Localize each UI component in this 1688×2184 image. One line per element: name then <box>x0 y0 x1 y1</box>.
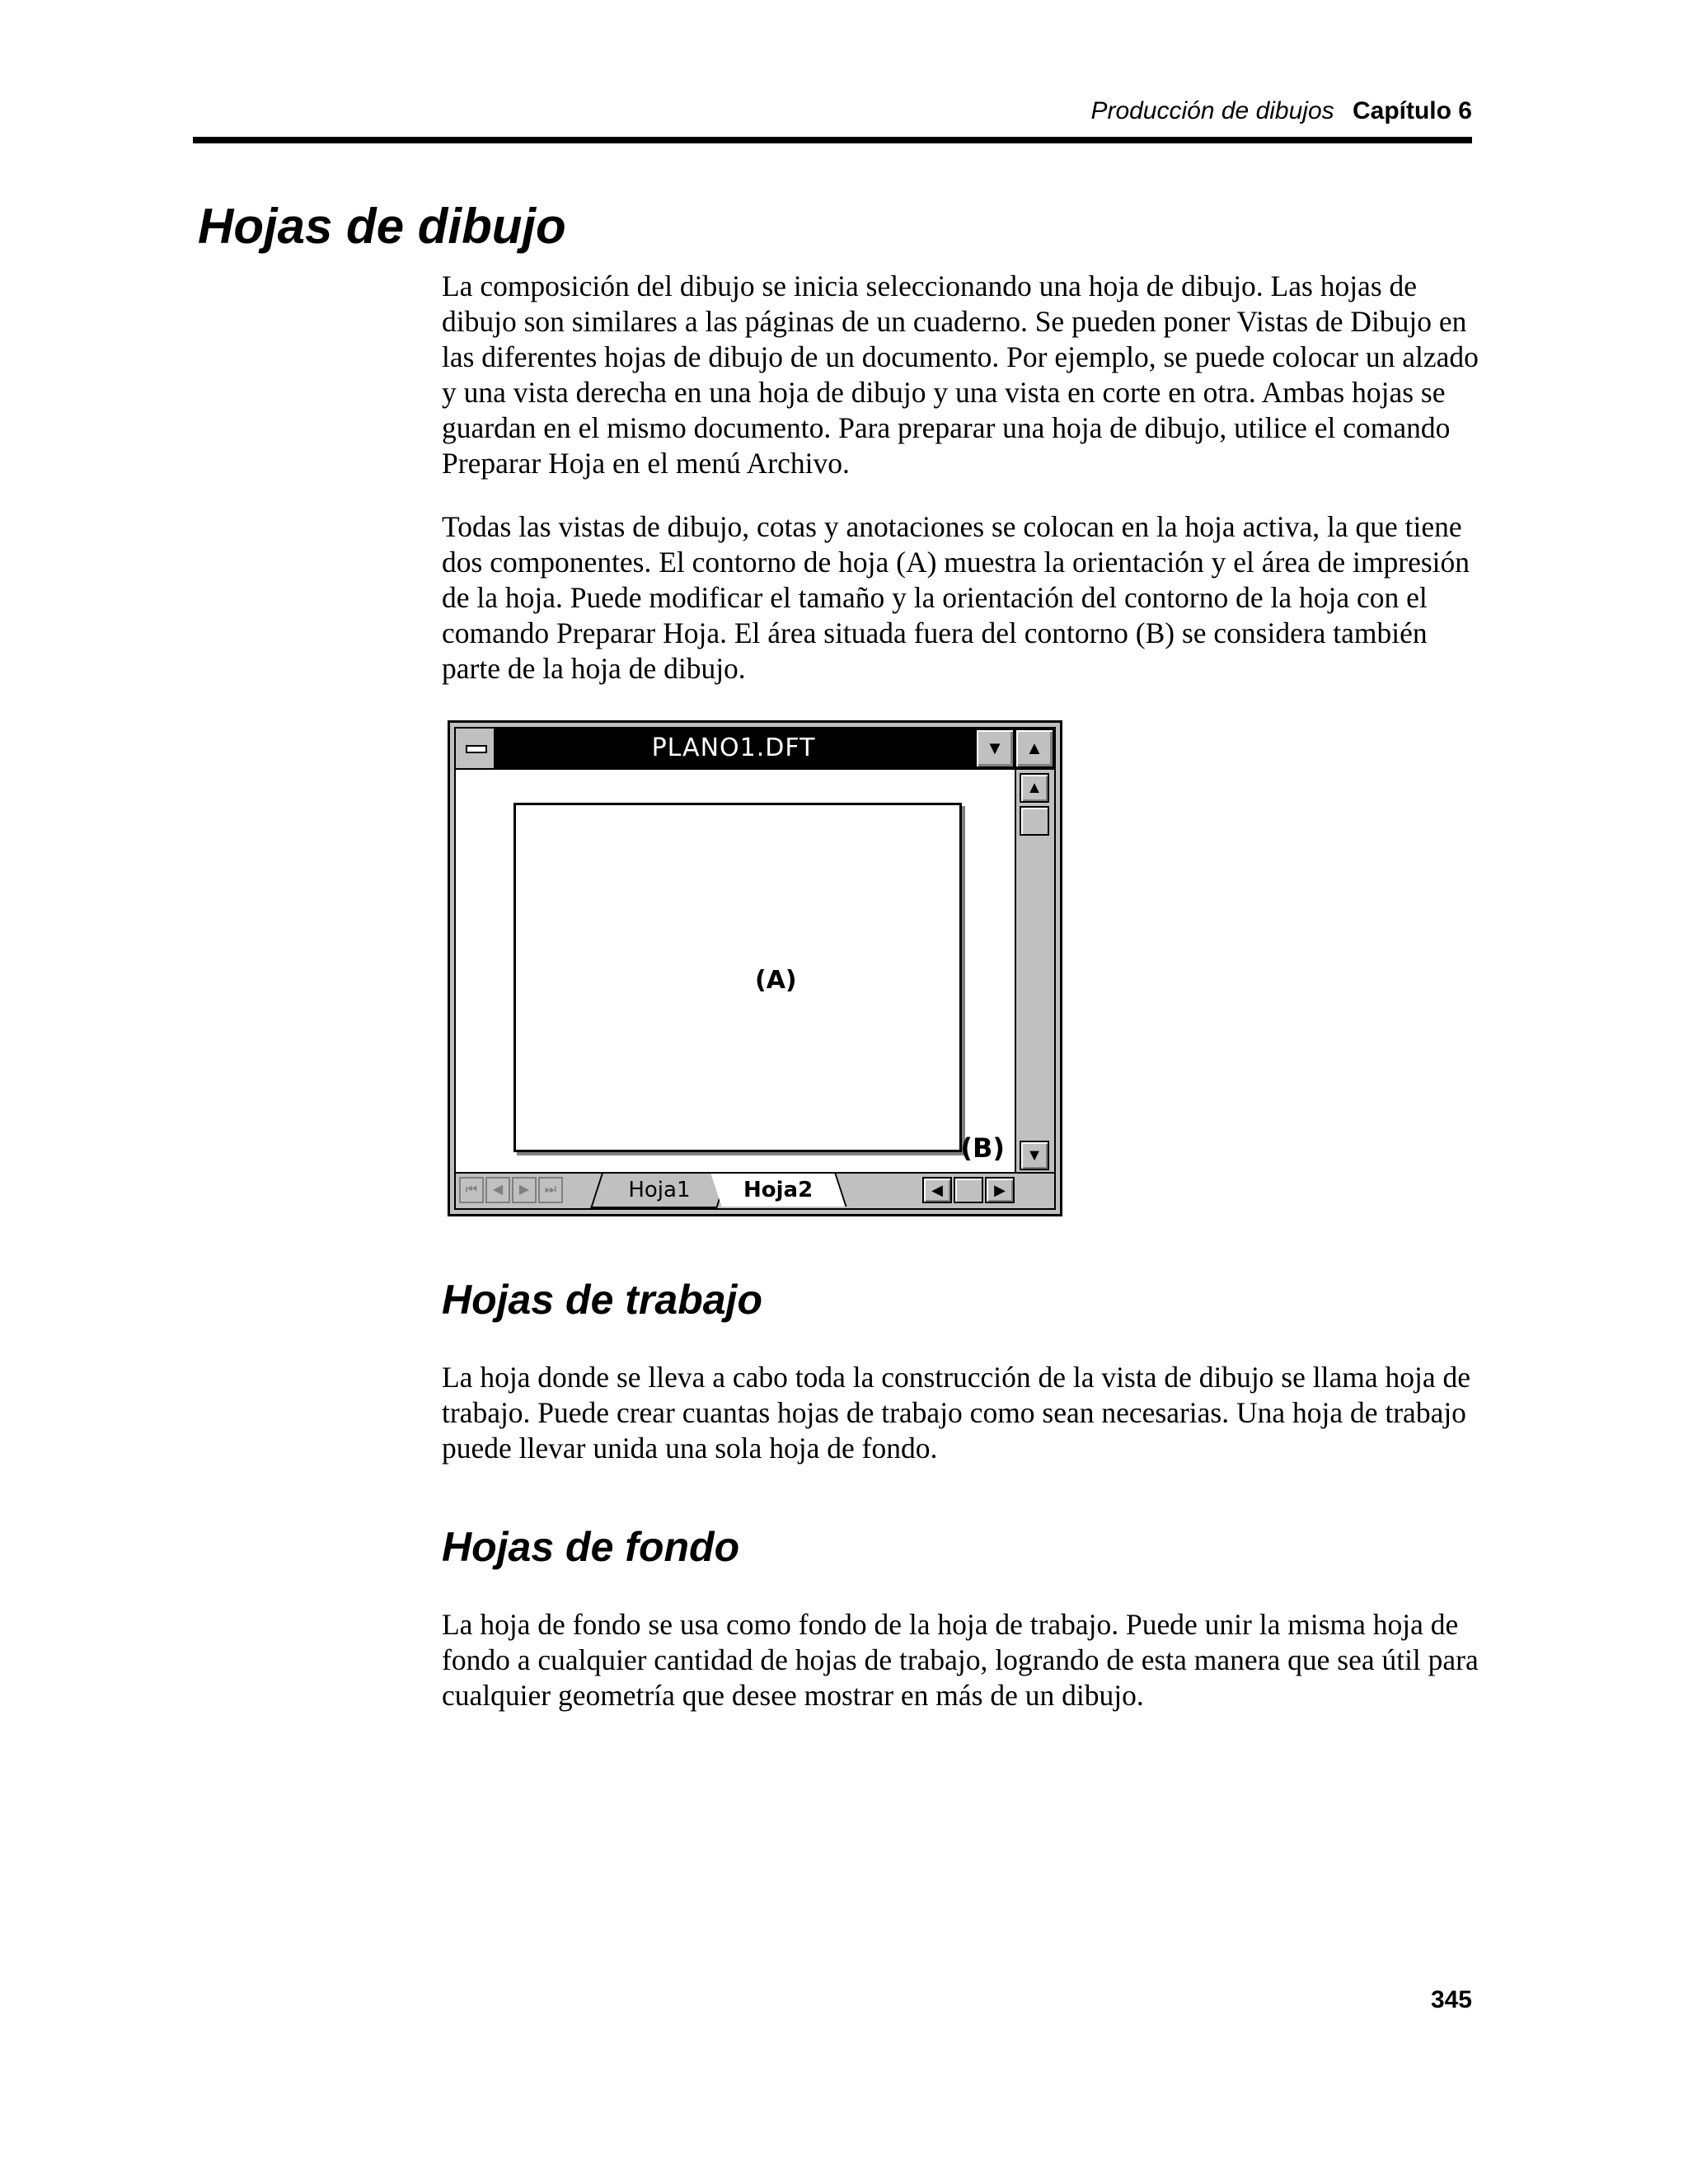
sheet-tab-bar <box>456 1172 1054 1208</box>
scroll-left-button[interactable]: ◀ <box>922 1177 952 1203</box>
scroll-thumb[interactable] <box>1020 806 1049 836</box>
tab-hoja1[interactable]: Hoja1 <box>590 1174 729 1208</box>
label-a: (A) <box>755 966 797 995</box>
page-number: 345 <box>1430 1986 1472 2013</box>
active-sheet-paragraph: Todas las vistas de dibujo, cotas y anotaciones se colocan en la hoja activa, la que tiene dos componentes. El contorno de hoja (A) muestra la orientación y el área de impresión de la hoja. Puede modificar el tamaño y la orientación del contorno de la hoja con el comando Preparar Hoja. El área situada fuera del contorno (B) se considera también parte de la hoja de dibujo. <box>442 510 1470 685</box>
horizontal-scroll-thumb[interactable] <box>954 1177 983 1203</box>
last-tab-icon[interactable]: ⏭ <box>538 1177 563 1203</box>
section-title-hojas-de-fondo: Hojas de fondo <box>442 1524 740 1570</box>
running-header <box>1090 97 1472 125</box>
maximize-button[interactable]: ▲ <box>1015 729 1054 768</box>
section-paragraph-hojas-de-trabajo: La hoja donde se lleva a cabo toda la construcción de la vista de dibujo se llama hoja de trabajo. Puede crear cuantas hojas de trabajo como sean necesarias. Una hoja de trabajo puede llevar unida una sola hoja de fondo. <box>442 1361 1470 1465</box>
scroll-up-button[interactable]: ▲ <box>1020 773 1049 803</box>
section-title-hojas-de-trabajo: Hojas de trabajo <box>442 1277 762 1323</box>
intro-paragraph: La composición del dibujo se inicia seleccionando una hoja de dibujo. Las hojas de dibujo son similares a las páginas de un cuaderno. Se pueden poner Vistas de Dibujo en las diferentes hojas de dibujo de un documento. Por ejemplo, se puede colocar un alzado y una vista derecha en una hoja de dibujo y una vista en corte en otra. Ambas hojas se guardan en el mismo documento. Para preparar una hoja de dibujo, utilice el comando Preparar Hoja en el menú Archivo. <box>442 269 1479 480</box>
window-frame <box>454 727 1056 1210</box>
label-b: (B) <box>960 1132 1005 1164</box>
sheet-outline <box>513 803 962 1152</box>
header-section-title: Producción de dibujos <box>1090 97 1334 124</box>
system-menu-button[interactable] <box>456 729 495 768</box>
title-bar <box>456 729 1054 770</box>
scroll-right-button[interactable]: ▶ <box>985 1177 1015 1203</box>
vertical-scrollbar[interactable] <box>1015 770 1054 1174</box>
scroll-down-button[interactable]: ▼ <box>1020 1141 1049 1170</box>
drawing-window-figure <box>448 720 1062 1216</box>
header-chapter: Capítulo 6 <box>1352 97 1472 124</box>
section-paragraph-hojas-de-fondo: La hoja de fondo se usa como fondo de la hoja de trabajo. Puede unir la misma hoja de fondo a cualquier cantidad de hojas de trabajo, logrando de esta manera que sea útil para cualquier geometría que desee mostrar en más de un dibujo. <box>442 1608 1479 1712</box>
header-rule <box>193 137 1472 143</box>
drawing-area[interactable] <box>456 770 1015 1174</box>
window-title: PLANO1.DFT <box>651 733 816 762</box>
prev-tab-icon[interactable]: ◀ <box>485 1177 510 1203</box>
next-tab-icon[interactable]: ▶ <box>512 1177 537 1203</box>
page-title: Hojas de dibujo <box>198 199 566 254</box>
minimize-button[interactable]: ▼ <box>975 729 1015 768</box>
first-tab-icon[interactable]: ⏮ <box>459 1177 484 1203</box>
tab-hoja2[interactable]: Hoja2 <box>711 1174 847 1207</box>
